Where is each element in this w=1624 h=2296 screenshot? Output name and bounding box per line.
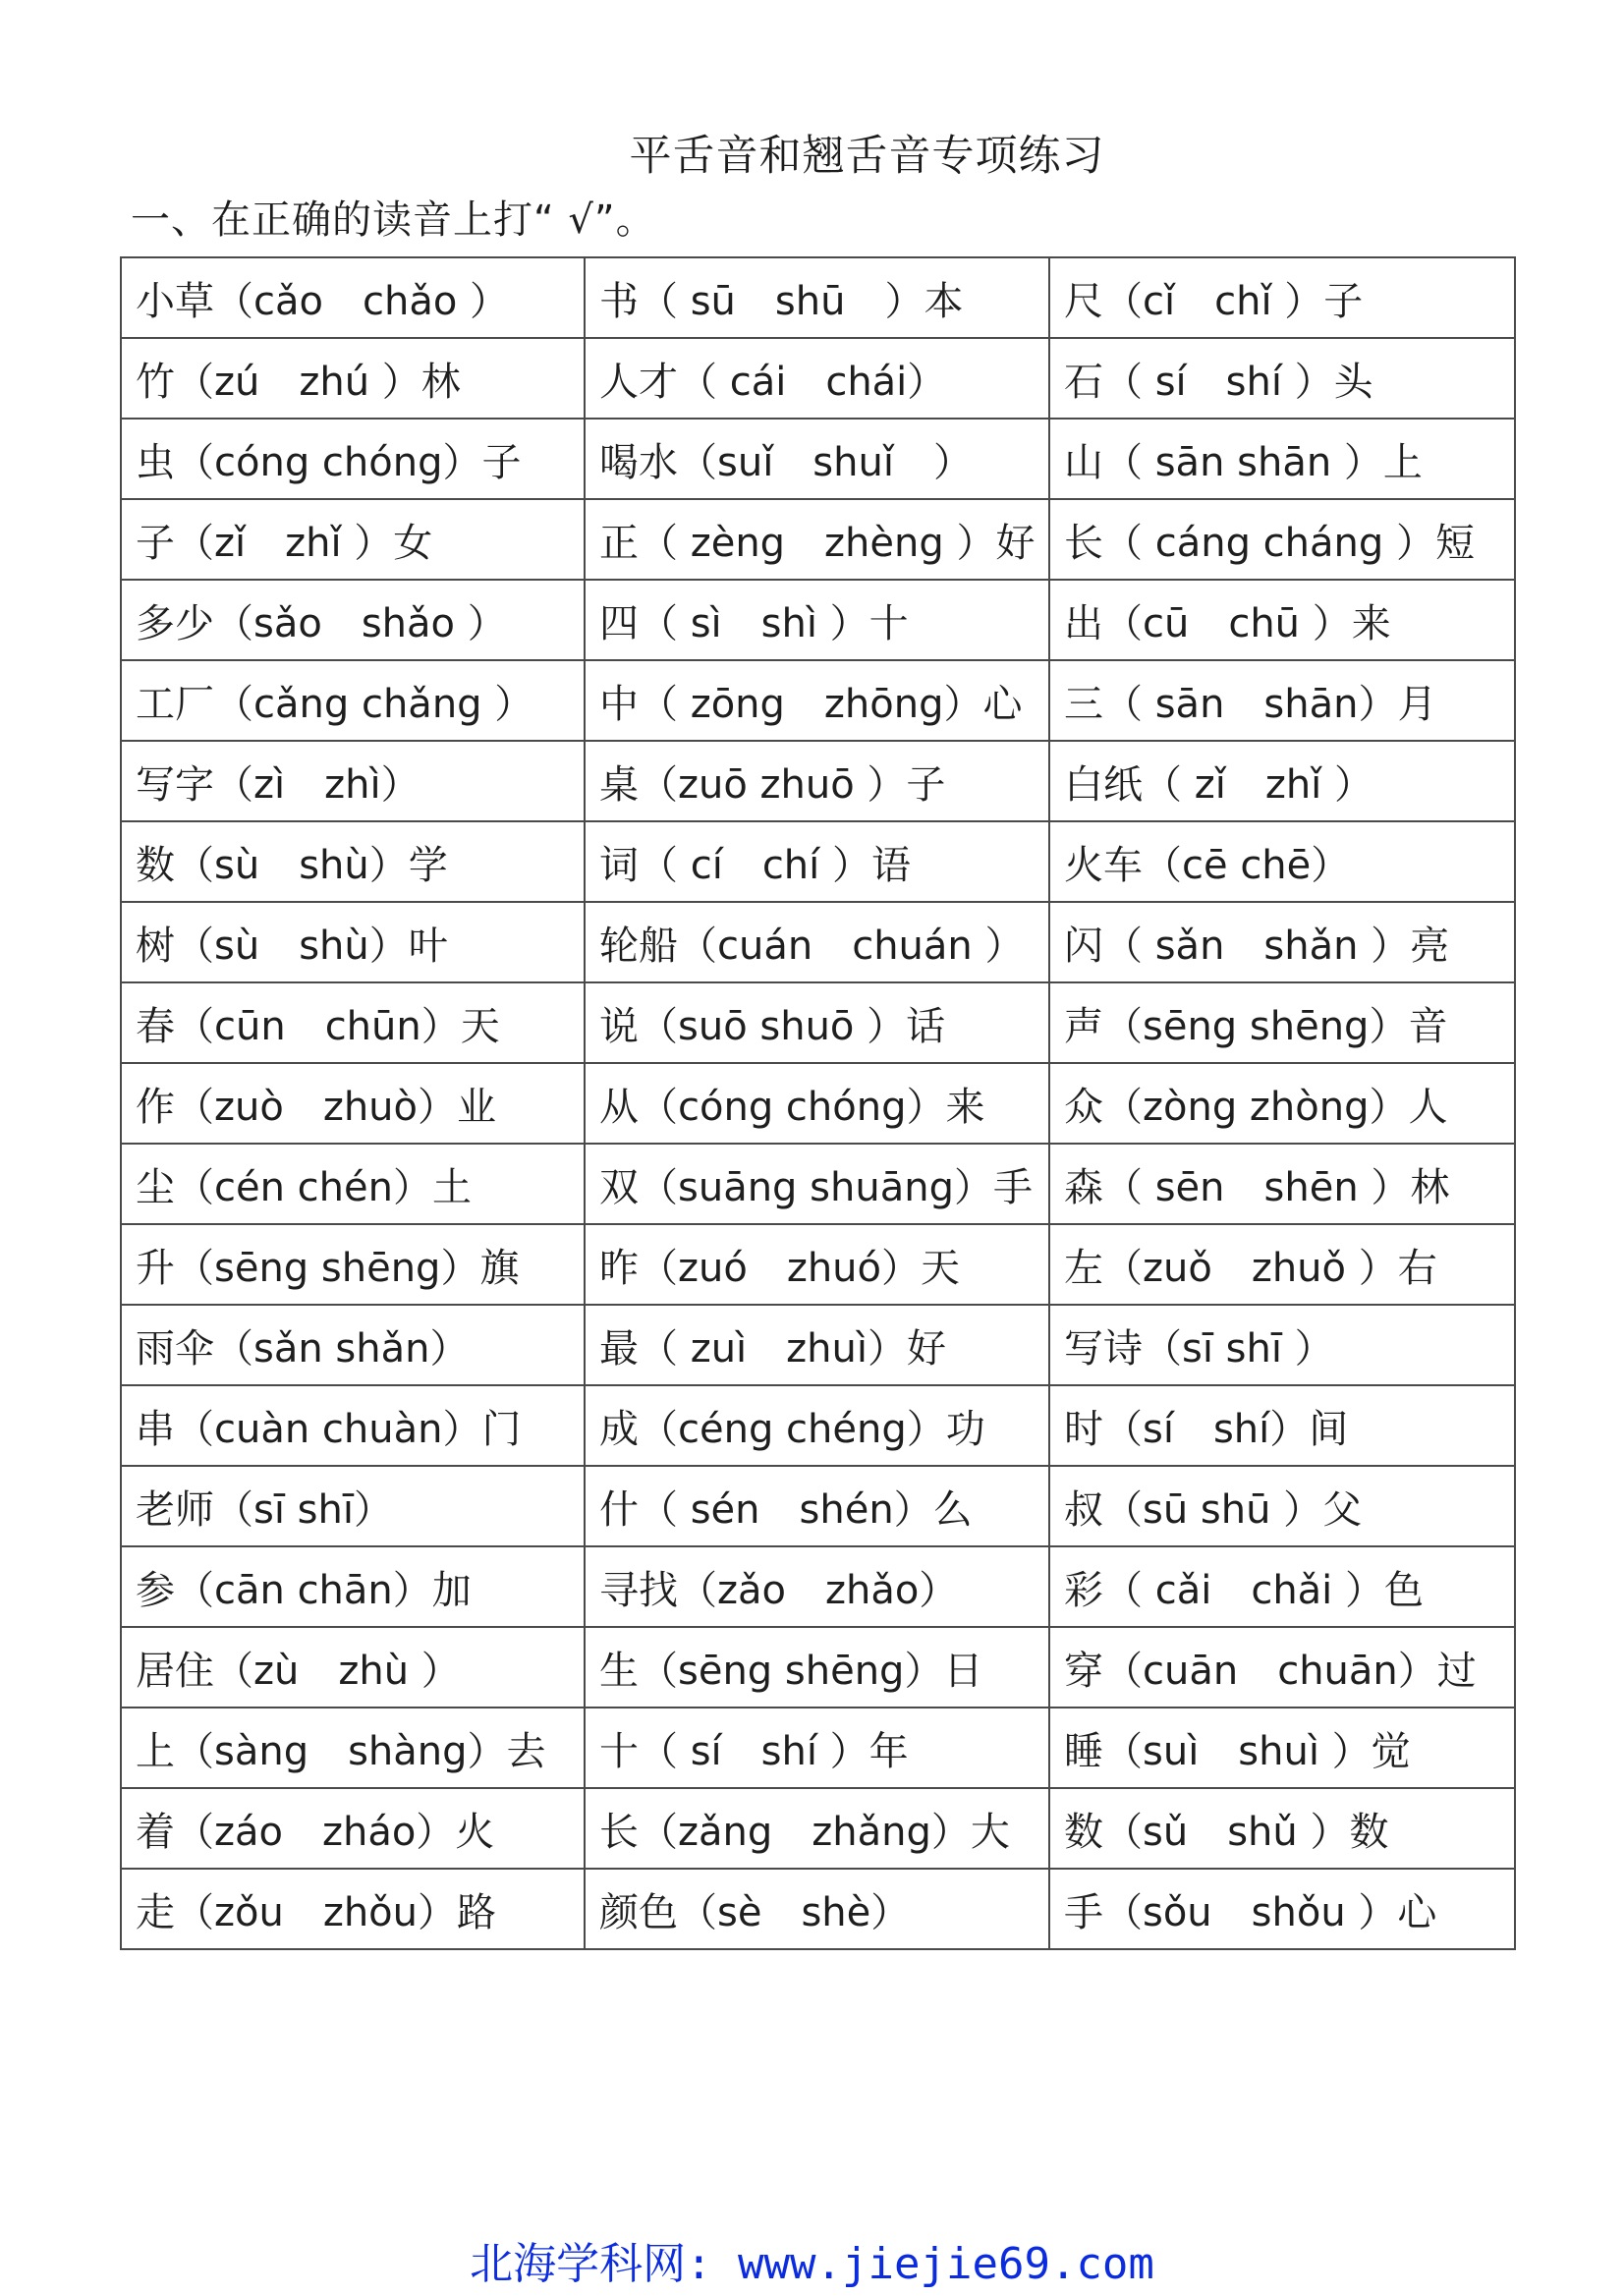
exercise-text: 手（sǒu shǒu ）心 [1064, 1889, 1437, 1935]
exercise-text: 走（zǒu zhǒu）路 [136, 1889, 496, 1935]
exercise-text: 小草（cǎo chǎo ） [136, 278, 510, 324]
exercise-cell[interactable] [1049, 338, 1515, 419]
table-row [121, 982, 1515, 1063]
exercise-cell[interactable] [1049, 1869, 1515, 1949]
exercise-cell[interactable] [585, 338, 1049, 419]
table-row [121, 419, 1515, 499]
exercise-cell[interactable] [121, 257, 585, 338]
exercise-cell[interactable] [121, 1305, 585, 1385]
exercise-cell[interactable] [585, 1224, 1049, 1305]
table-row [121, 499, 1515, 580]
exercise-cell[interactable] [1049, 1063, 1515, 1144]
exercise-text: 虫（cóng chóng）子 [136, 439, 522, 485]
table-row [121, 902, 1515, 982]
table-row [121, 1627, 1515, 1708]
exercise-cell[interactable] [121, 1869, 585, 1949]
exercise-text: 书（ sū shū ）本 [599, 278, 964, 324]
exercise-cell[interactable] [585, 1063, 1049, 1144]
exercise-text: 树（sù shù）叶 [136, 923, 448, 969]
exercise-cell[interactable] [1049, 419, 1515, 499]
exercise-text: 白纸（ zǐ zhǐ ） [1064, 761, 1373, 808]
exercise-cell[interactable] [121, 419, 585, 499]
exercise-cell[interactable] [1049, 1546, 1515, 1627]
exercise-text: 词（ cí chí ）语 [599, 842, 911, 888]
exercise-text: 升（sēng shēng）旗 [136, 1245, 520, 1291]
table-row [121, 257, 1515, 338]
exercise-cell[interactable] [1049, 660, 1515, 741]
exercise-cell[interactable] [121, 1063, 585, 1144]
pinyin-practice-table [120, 256, 1516, 1950]
exercise-cell[interactable] [585, 580, 1049, 660]
exercise-text: 数（sǔ shǔ ）数 [1064, 1809, 1389, 1855]
exercise-cell[interactable] [121, 741, 585, 821]
table-body [121, 257, 1515, 1949]
exercise-cell[interactable] [1049, 580, 1515, 660]
exercise-cell[interactable] [121, 1546, 585, 1627]
exercise-text: 最（ zuì zhuì）好 [599, 1325, 946, 1372]
exercise-cell[interactable] [121, 499, 585, 580]
exercise-cell[interactable] [1049, 257, 1515, 338]
exercise-cell[interactable] [1049, 1144, 1515, 1224]
exercise-text: 雨伞（sǎn shǎn） [136, 1325, 470, 1372]
exercise-text: 长（ cáng cháng ）短 [1064, 520, 1475, 566]
exercise-text: 尺（cǐ chǐ ）子 [1064, 278, 1364, 324]
instruction-text: 一、在正确的读音上打“ √”。 [131, 197, 656, 243]
exercise-text: 十（ sí shí ）年 [599, 1728, 909, 1774]
exercise-cell[interactable] [1049, 902, 1515, 982]
exercise-text: 叔（sū shū ）父 [1064, 1486, 1363, 1533]
exercise-cell[interactable] [585, 1627, 1049, 1708]
exercise-cell[interactable] [1049, 1224, 1515, 1305]
exercise-text: 参（cān chān）加 [136, 1567, 472, 1613]
table-row [121, 741, 1515, 821]
exercise-cell[interactable] [585, 1305, 1049, 1385]
exercise-cell[interactable] [1049, 741, 1515, 821]
exercise-text: 多少（sǎo shǎo ） [136, 600, 507, 646]
exercise-text: 成（céng chéng）功 [599, 1406, 985, 1452]
exercise-text: 着（záo zháo）火 [136, 1809, 495, 1855]
exercise-text: 老师（sī shī） [136, 1486, 393, 1533]
exercise-text: 春（cūn chūn）天 [136, 1003, 500, 1049]
exercise-text: 中（ zōng zhōng）心 [599, 681, 1023, 727]
exercise-cell[interactable] [585, 660, 1049, 741]
exercise-text: 轮船（cuán chuán ） [599, 923, 1025, 969]
exercise-text: 上（sàng shàng）去 [136, 1728, 546, 1774]
exercise-cell[interactable] [121, 821, 585, 902]
exercise-cell[interactable] [1049, 821, 1515, 902]
worksheet-title: 平舌音和翘舌音专项练习 [629, 132, 1105, 181]
exercise-text: 石（ sí shí ）头 [1064, 359, 1373, 405]
exercise-cell[interactable] [121, 580, 585, 660]
exercise-text: 工厂（cǎng chǎng ） [136, 681, 534, 727]
exercise-cell[interactable] [1049, 499, 1515, 580]
exercise-cell[interactable] [585, 741, 1049, 821]
exercise-text: 居住（zù zhù ） [136, 1648, 461, 1694]
exercise-text: 闪（ sǎn shǎn ）亮 [1064, 923, 1450, 969]
exercise-cell[interactable] [121, 338, 585, 419]
exercise-cell[interactable] [121, 1385, 585, 1466]
exercise-cell[interactable] [1049, 982, 1515, 1063]
exercise-text: 从（cóng chóng）来 [599, 1084, 985, 1130]
exercise-text: 喝水（suǐ shuǐ ） [599, 439, 973, 485]
exercise-text: 生（sēng shēng）日 [599, 1648, 983, 1694]
exercise-text: 左（zuǒ zhuǒ ）右 [1064, 1245, 1437, 1291]
exercise-cell[interactable] [585, 1466, 1049, 1546]
exercise-cell[interactable] [585, 1385, 1049, 1466]
exercise-text: 寻找（zǎo zhǎo） [599, 1567, 959, 1613]
exercise-text: 人才（ cái chái） [599, 359, 947, 405]
exercise-text: 森（ sēn shēn ）林 [1064, 1164, 1450, 1210]
exercise-cell[interactable] [585, 982, 1049, 1063]
exercise-text: 双（suāng shuāng）手 [599, 1164, 1033, 1210]
exercise-text: 睡（suì shuì ）觉 [1064, 1728, 1411, 1774]
exercise-cell[interactable] [1049, 1627, 1515, 1708]
exercise-cell[interactable] [121, 1627, 585, 1708]
exercise-cell[interactable] [121, 982, 585, 1063]
exercise-text: 穿（cuān chuān）过 [1064, 1648, 1477, 1694]
exercise-cell[interactable] [1049, 1708, 1515, 1788]
exercise-text: 四（ sì shì ）十 [599, 600, 909, 646]
table-row [121, 1708, 1515, 1788]
exercise-text: 昨（zuó zhuó）天 [599, 1245, 960, 1291]
exercise-text: 颜色（sè shè） [599, 1889, 911, 1935]
table-row [121, 580, 1515, 660]
exercise-text: 众（zòng zhòng）人 [1064, 1084, 1448, 1130]
exercise-text: 数（sù shù）学 [136, 842, 448, 888]
exercise-text: 三（ sān shān）月 [1064, 681, 1437, 727]
exercise-cell[interactable] [1049, 1788, 1515, 1869]
exercise-cell[interactable] [585, 1788, 1049, 1869]
exercise-cell[interactable] [1049, 1305, 1515, 1385]
exercise-cell[interactable] [585, 1869, 1049, 1949]
table-row [121, 1144, 1515, 1224]
exercise-text: 正（ zèng zhèng ）好 [599, 520, 1036, 566]
exercise-cell[interactable] [1049, 1385, 1515, 1466]
exercise-text: 山（ sān shān ）上 [1064, 439, 1423, 485]
table-row [121, 660, 1515, 741]
exercise-cell[interactable] [585, 257, 1049, 338]
footer-watermark: 北海学科网: www.jiejie69.com [470, 2239, 1154, 2289]
exercise-text: 竹（zú zhú ）林 [136, 359, 461, 405]
exercise-cell[interactable] [121, 1224, 585, 1305]
exercise-cell[interactable] [585, 1144, 1049, 1224]
exercise-text: 写字（zì zhì） [136, 761, 420, 808]
exercise-text: 出（cū chū ）来 [1064, 600, 1391, 646]
exercise-cell[interactable] [585, 1546, 1049, 1627]
exercise-text: 写诗（sī shī ） [1064, 1325, 1334, 1372]
exercise-text: 说（suō shuō ）话 [599, 1003, 946, 1049]
exercise-text: 时（sí shí）间 [1064, 1406, 1349, 1452]
exercise-text: 声（sēng shēng）音 [1064, 1003, 1448, 1049]
exercise-cell[interactable] [585, 821, 1049, 902]
exercise-text: 长（zǎng zhǎng）大 [599, 1809, 1010, 1855]
table-row [121, 1305, 1515, 1385]
exercise-cell[interactable] [121, 1144, 585, 1224]
exercise-cell[interactable] [585, 1708, 1049, 1788]
table-row [121, 338, 1515, 419]
table-row [121, 1546, 1515, 1627]
exercise-text: 桌（zuō zhuō ）子 [599, 761, 946, 808]
table-row [121, 821, 1515, 902]
exercise-text: 作（zuò zhuò）业 [136, 1084, 496, 1130]
exercise-text: 彩（ cǎi chǎi ）色 [1064, 1567, 1425, 1613]
exercise-cell[interactable] [585, 902, 1049, 982]
table-row [121, 1788, 1515, 1869]
exercise-cell[interactable] [121, 660, 585, 741]
table-row [121, 1466, 1515, 1546]
table-row [121, 1385, 1515, 1466]
exercise-text: 火车（cē chē） [1064, 842, 1351, 888]
table-row [121, 1869, 1515, 1949]
exercise-cell[interactable] [585, 499, 1049, 580]
exercise-cell[interactable] [585, 419, 1049, 499]
exercise-text: 子（zǐ zhǐ ）女 [136, 520, 433, 566]
exercise-cell[interactable] [121, 1788, 585, 1869]
exercise-cell[interactable] [1049, 1466, 1515, 1546]
exercise-cell[interactable] [121, 1708, 585, 1788]
exercise-text: 尘（cén chén）土 [136, 1164, 472, 1210]
exercise-text: 串（cuàn chuàn）门 [136, 1406, 522, 1452]
exercise-cell[interactable] [121, 1466, 585, 1546]
table-row [121, 1224, 1515, 1305]
exercise-text: 什（ sén shén）么 [599, 1486, 973, 1533]
exercise-cell[interactable] [121, 902, 585, 982]
table-row [121, 1063, 1515, 1144]
